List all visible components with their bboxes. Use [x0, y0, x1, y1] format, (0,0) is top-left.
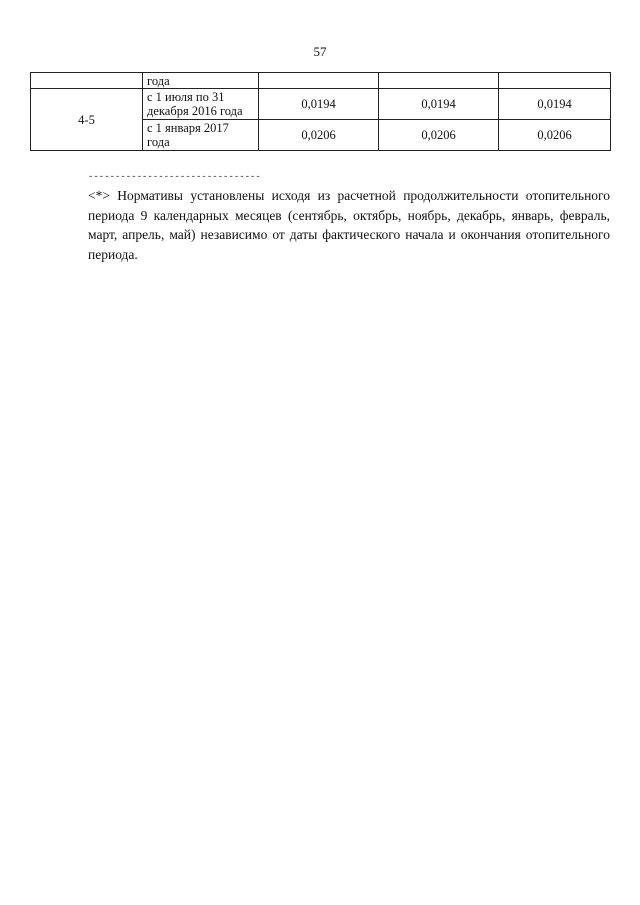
table-cell-value: 0,0194 — [259, 89, 379, 120]
table-cell-period: года — [143, 73, 259, 89]
table-cell-value: 0,0194 — [499, 89, 611, 120]
table-cell-value: 0,0206 — [379, 120, 499, 151]
table-cell-period: с 1 июля по 31 декабря 2016 года — [143, 89, 259, 120]
table-row — [31, 73, 611, 89]
table-cell-period: с 1 января 2017 года — [143, 120, 259, 151]
table-cell-value: 0,0194 — [379, 89, 499, 120]
table-row — [31, 89, 611, 120]
page-number: 57 — [313, 44, 327, 59]
footnote-separator: -------------------------------- — [88, 172, 261, 182]
table-cell-value — [499, 73, 611, 89]
table-cell-group-empty — [31, 73, 143, 89]
table-cell-value — [259, 73, 379, 89]
table-cell-group: 4-5 — [31, 89, 143, 151]
table-cell-value: 0,0206 — [259, 120, 379, 151]
table-cell-value — [379, 73, 499, 89]
norms-table — [30, 72, 611, 151]
footnote-text: <*> Нормативы установлены исходя из расчетной продолжительности отопительного периода 9 календарных месяцев (сентябрь, октябрь, ноябрь, декабрь, январь, февраль, март, апрель, май) независимо от даты фактического начала и окончания отопительного периода. — [88, 188, 610, 262]
table-cell-value: 0,0206 — [499, 120, 611, 151]
